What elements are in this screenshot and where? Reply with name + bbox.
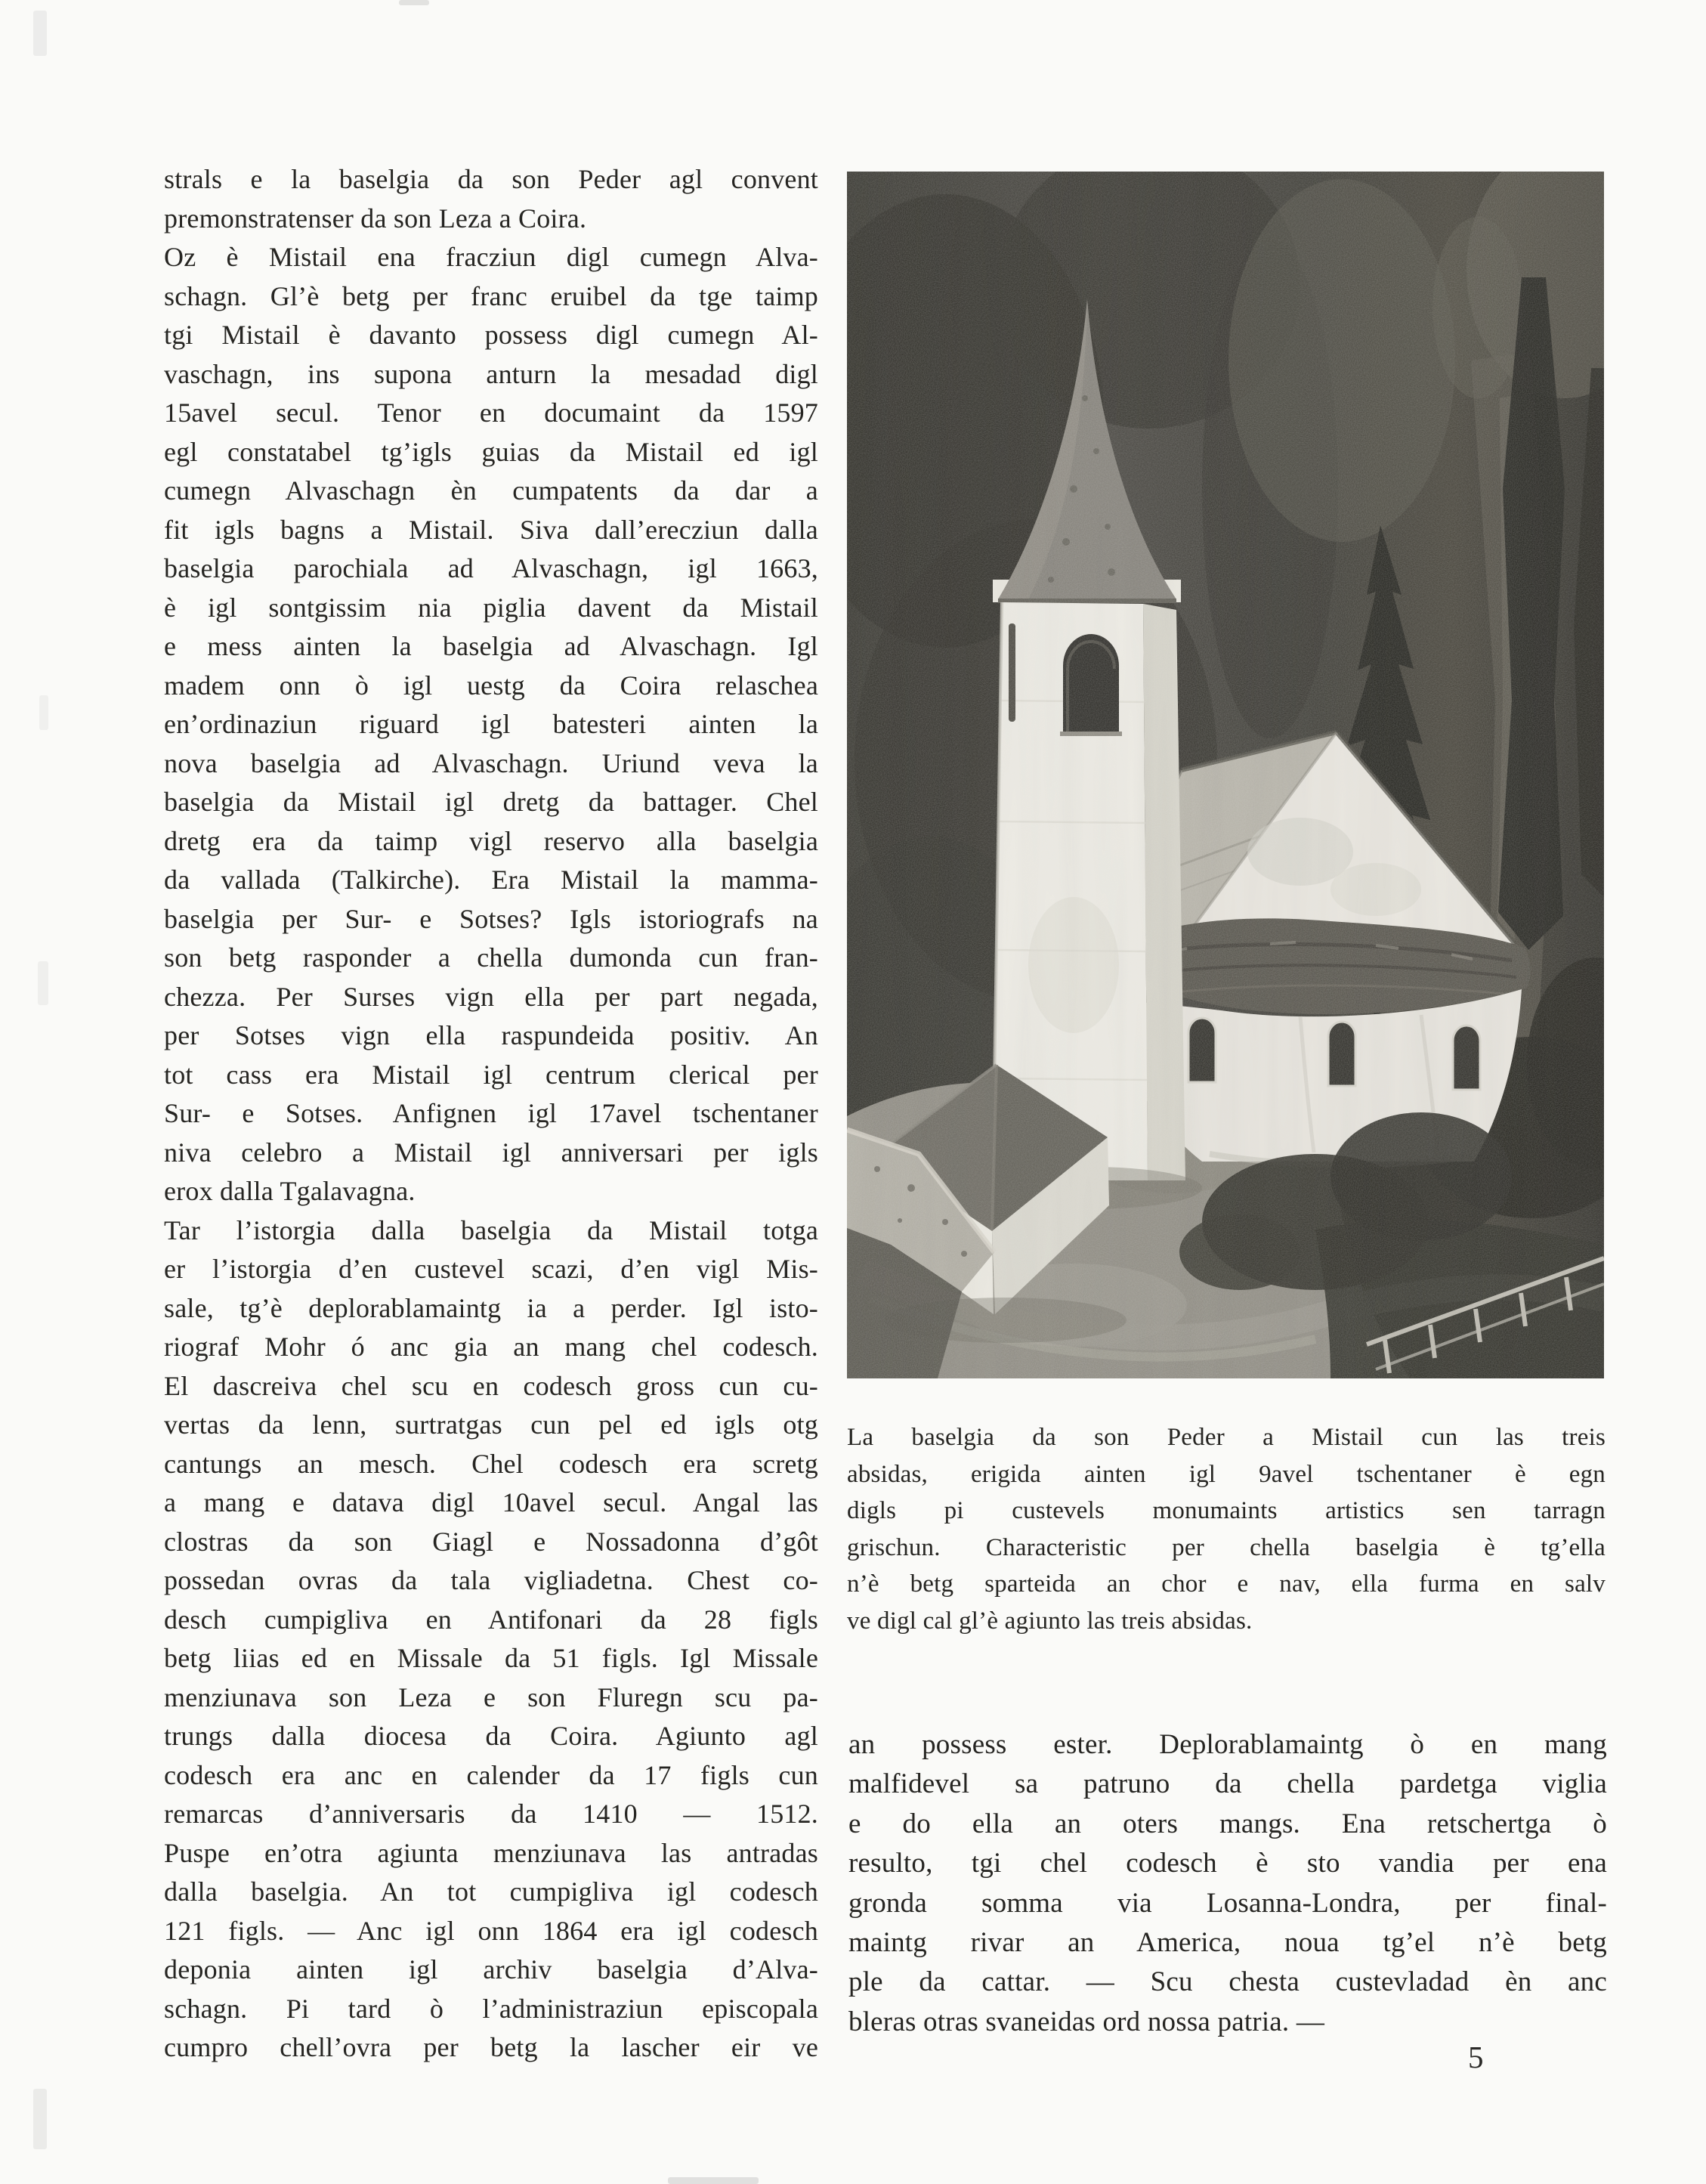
scan-artifact: [39, 695, 48, 730]
paragraph: [164, 160, 818, 238]
text-line: sale, tg’è deplorablamaintg ia a perder. Igl isto-: [164, 1292, 818, 1323]
text-line: 121 figls. — Anc igl onn 1864 era igl codesch: [164, 1915, 818, 1946]
text-line: da vallada (Talkirche). Era Mistail la mamma-: [164, 865, 818, 895]
text-line: è igl sontgissim nia piglia davent da Mistail: [164, 592, 818, 623]
text-line: son betg rasponder a chella dumonda cun fran-: [164, 942, 818, 973]
text-line: deponia ainten igl archiv baselgia d’Alva-: [164, 1954, 818, 1984]
church-photo: [847, 172, 1604, 1378]
text-line: El dascreiva chel scu en codesch gross cun cu-: [164, 1370, 818, 1401]
text-line: nova baselgia ad Alvaschagn. Uriund veva la: [164, 747, 818, 778]
text-line: bleras otras svaneidas ord nossa patria. —: [848, 2006, 1325, 2037]
text-line: erox dalla Tgalavagna.: [164, 1176, 416, 1206]
text-line: Tar l’istorgia dalla baselgia da Mistail totga: [164, 1214, 818, 1245]
text-line: per Sotses vign ella raspundeida positiv. An: [164, 1020, 818, 1050]
text-line: menziunava son Leza e son Fluregn scu pa-: [164, 1681, 818, 1712]
text-line: vaschagn, ins supona anturn la mesadad digl: [164, 358, 818, 389]
text-line: clostras da son Giagl e Nossadonna d’gôt: [164, 1526, 818, 1557]
text-line: a mang e datava digl 10avel secul. Angal las: [164, 1487, 818, 1517]
paragraph: [848, 1725, 1607, 2042]
text-line: er l’istorgia d’en custevel scazi, d’en vigl Mis-: [164, 1254, 818, 1284]
text-line: resulto, tgi chel codesch è sto vandia per ena: [848, 1848, 1607, 1879]
text-line: maintg rivar an America, noua tg’el n’è betg: [848, 1927, 1607, 1959]
text-line: tgi Mistail è davanto possess digl cumegn Al-: [164, 320, 818, 350]
right-column: [848, 1725, 1607, 2042]
text-line: baselgia parochiala ad Alvaschagn, igl 1663,: [164, 553, 818, 583]
text-line: egl constatabel tg’igls guias da Mistail ed igl: [164, 436, 818, 467]
text-line: gronda somma via Losanna-Londra, per final-: [848, 1887, 1607, 1919]
text-line: desch cumpigliva en Antifonari da 28 figls: [164, 1604, 818, 1635]
text-line: schagn. Pi tard ò l’administraziun episcopala: [164, 1993, 818, 2024]
text-line: betg liias ed en Missale da 51 figls. Igl Missale: [164, 1643, 818, 1673]
text-line: e do ella an oters mangs. Ena retschertga ò: [848, 1808, 1607, 1839]
text-line: dretg era da taimp vigl reservo alla baselgia: [164, 825, 818, 856]
text-line: dalla baselgia. An tot cumpigliva igl codesch: [164, 1876, 818, 1907]
text-line: 15avel secul. Tenor en documaint da 1597: [164, 398, 818, 428]
text-line: digls pi custevels monumaints artistics sen tarragn: [847, 1497, 1606, 1525]
text-line: possedan ovras da tala vigliadetna. Chest co-: [164, 1565, 818, 1595]
text-line: tot cass era Mistail igl centrum clerical per: [164, 1059, 818, 1090]
text-line: en’ordinaziun riguard igl batesteri ainten la: [164, 709, 818, 739]
text-line: ve digl cal gl’è agiunto las treis absidas.: [847, 1607, 1253, 1635]
text-line: cantungs an mesch. Chel codesch era scretg: [164, 1448, 818, 1479]
scan-artifact: [33, 11, 47, 56]
scan-artifact: [399, 0, 429, 5]
text-line: cumpro chell’ovra per betg la lascher eir ve: [164, 2032, 818, 2062]
church-photo-image: [847, 172, 1604, 1378]
text-line: an possess ester. Deplorablamaintg ò en mang: [848, 1729, 1607, 1760]
text-line: La baselgia da son Peder a Mistail cun las treis: [847, 1424, 1606, 1451]
text-line: baselgia per Sur- e Sotses? Igls istoriografs na: [164, 903, 818, 934]
text-line: chezza. Per Surses vign ella per part negada,: [164, 981, 818, 1012]
text-line: madem onn ò igl uestg da Coira relaschea: [164, 670, 818, 701]
text-line: malfidevel sa patruno da chella pardetga viglia: [848, 1768, 1607, 1800]
scan-artifact: [33, 2089, 47, 2149]
scan-artifact: [38, 961, 48, 1005]
text-line: fit igls bagns a Mistail. Siva dall’erecziun dalla: [164, 514, 818, 545]
text-line: vertas da lenn, surtratgas cun pel ed igls otg: [164, 1409, 818, 1440]
text-line: trungs dalla diocesa da Coira. Agiunto agl: [164, 1721, 818, 1751]
text-line: Puspe en’otra agiunta menziunava las antradas: [164, 1837, 818, 1868]
text-line: premonstratenser da son Leza a Coira.: [164, 203, 587, 234]
text-line: niva celebro a Mistail igl anniversari per igls: [164, 1137, 818, 1168]
photo-caption: [847, 1419, 1606, 1640]
paragraph: [164, 238, 818, 1211]
text-line: ple da cattar. — Scu chesta custevladad èn anc: [848, 1966, 1607, 1998]
text-line: absidas, erigida ainten igl 9avel tschentaner è egn: [847, 1460, 1606, 1488]
text-line: Sur- e Sotses. Anfignen igl 17avel tschentaner: [164, 1098, 818, 1128]
paragraph: [164, 1211, 818, 2068]
text-line: strals e la baselgia da son Peder agl convent: [164, 164, 818, 194]
text-line: riograf Mohr ó anc gia an mang chel codesch.: [164, 1332, 818, 1362]
text-line: n’è betg sparteida an chor e nav, ella furma en salv: [847, 1570, 1606, 1598]
text-line: e mess ainten la baselgia ad Alvaschagn. Igl: [164, 631, 818, 661]
text-line: Oz è Mistail ena fracziun digl cumegn Alva-: [164, 242, 818, 272]
text-line: cumegn Alvaschagn èn cumpatents da dar a: [164, 475, 818, 506]
page-number: 5: [1468, 2040, 1484, 2074]
text-line: remarcas d’anniversaris da 1410 — 1512.: [164, 1799, 818, 1829]
left-column: [164, 160, 818, 2068]
text-line: grischun. Characteristic per chella baselgia è tg’ella: [847, 1533, 1606, 1561]
scan-artifact: [668, 2177, 759, 2184]
text-line: codesch era anc en calender da 17 figls cun: [164, 1759, 818, 1790]
text-line: baselgia da Mistail igl dretg da battager. Chel: [164, 787, 818, 817]
text-line: schagn. Gl’è betg per franc eruibel da tge taimp: [164, 280, 818, 311]
